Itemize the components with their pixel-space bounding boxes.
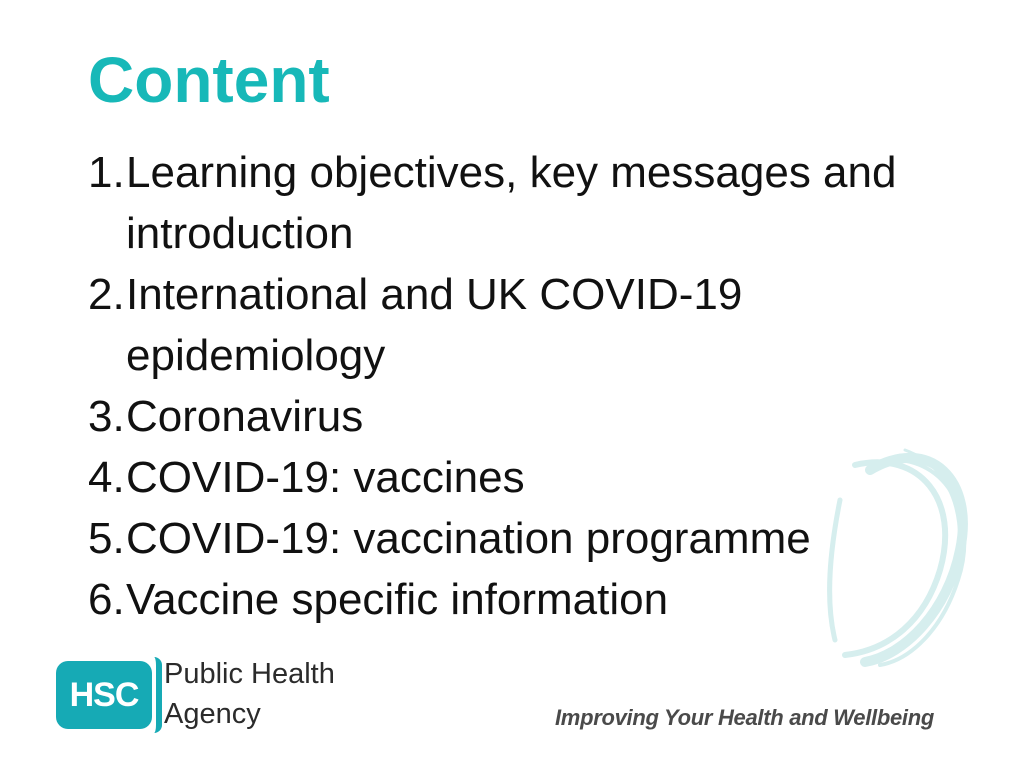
list-item-number: 5. <box>88 514 125 563</box>
list-item-text: International and UK COVID-19 epidemiology <box>126 270 743 380</box>
list-item <box>88 264 968 386</box>
list-item-number: 6. <box>88 575 125 624</box>
swirl-decoration-icon <box>810 440 980 670</box>
list-item-text: Learning objectives, key messages and introduction <box>126 148 897 258</box>
logo-line-agency: Agency <box>164 698 261 730</box>
hsc-public-health-agency-logo <box>56 655 356 737</box>
hsc-logo-box <box>56 661 152 729</box>
list-item-text: COVID-19: vaccination programme <box>126 514 811 563</box>
list-item-number: 2. <box>88 270 125 319</box>
list-item-text: Coronavirus <box>126 392 364 441</box>
hsc-logo-text: HSC <box>69 676 139 714</box>
list-item-number: 3. <box>88 392 125 441</box>
slide-title: Content <box>88 44 330 116</box>
footer-tagline: Improving Your Health and Wellbeing <box>555 705 935 730</box>
list-item <box>88 386 968 447</box>
list-item-text: Vaccine specific information <box>126 575 669 624</box>
list-item-number: 4. <box>88 453 125 502</box>
logo-bracket <box>154 657 162 733</box>
list-item-text: COVID-19: vaccines <box>126 453 525 502</box>
logo-line-public-health: Public Health <box>164 658 335 690</box>
list-item <box>88 142 968 264</box>
list-item-number: 1. <box>88 148 125 197</box>
